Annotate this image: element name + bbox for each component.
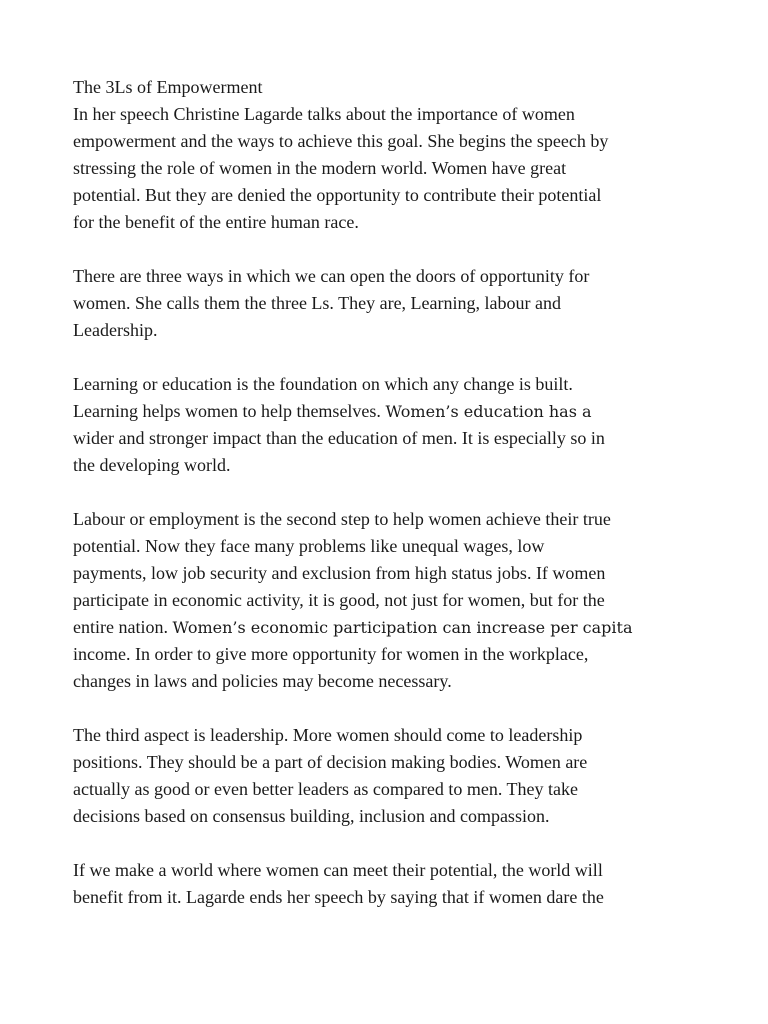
text-line: If we make a world where women can meet their potential, the world will	[73, 860, 603, 880]
text-line: for the benefit of the entire human race.	[73, 212, 359, 232]
text-line: decisions based on consensus building, inclusion and compassion.	[73, 806, 550, 826]
text-line: The third aspect is leadership. More women should come to leadership	[73, 725, 583, 745]
text-line: In her speech Christine Lagarde talks about the importance of women	[73, 104, 575, 124]
text-line: wider and stronger impact than the education of men. It is especially so in	[73, 428, 605, 448]
text-segment: entire nation.	[73, 617, 173, 637]
paragraph-three-ls	[73, 263, 698, 344]
text-line: potential. But they are denied the opportunity to contribute their potential	[73, 185, 602, 205]
document-title: The 3Ls of Empowerment	[73, 77, 263, 97]
text-line: Learning or education is the foundation on which any change is built.	[73, 374, 573, 394]
text-line	[73, 398, 698, 425]
text-line: There are three ways in which we can open the doors of opportunity for	[73, 266, 590, 286]
document-page	[73, 74, 698, 938]
text-line: income. In order to give more opportunity for women in the workplace,	[73, 644, 589, 664]
text-line	[73, 614, 698, 641]
text-line: empowerment and the ways to achieve this goal. She begins the speech by	[73, 131, 609, 151]
paragraph-labour	[73, 506, 698, 695]
paragraph-conclusion	[73, 857, 698, 911]
text-line: actually as good or even better leaders as compared to men. They take	[73, 779, 578, 799]
text-line: stressing the role of women in the modern world. Women have great	[73, 158, 567, 178]
paragraph-learning	[73, 371, 698, 479]
text-line: Leadership.	[73, 320, 158, 340]
text-segment-alt-font: Women’s education has a	[385, 402, 592, 421]
text-line: potential. Now they face many problems like unequal wages, low	[73, 536, 545, 556]
paragraph-leadership	[73, 722, 698, 830]
text-line: Labour or employment is the second step to help women achieve their true	[73, 509, 611, 529]
text-line: payments, low job security and exclusion from high status jobs. If women	[73, 563, 606, 583]
text-line: positions. They should be a part of decision making bodies. Women are	[73, 752, 588, 772]
text-line: changes in laws and policies may become necessary.	[73, 671, 452, 691]
text-segment: Learning helps women to help themselves.	[73, 401, 386, 421]
paragraph-intro	[73, 101, 698, 236]
text-line: participate in economic activity, it is good, not just for women, but for the	[73, 590, 605, 610]
text-segment-alt-font: Women’s economic participation can increase per capita	[172, 618, 633, 637]
text-line: women. She calls them the three Ls. They are, Learning, labour and	[73, 293, 562, 313]
text-line: the developing world.	[73, 455, 231, 475]
text-line: benefit from it. Lagarde ends her speech by saying that if women dare the	[73, 887, 604, 907]
